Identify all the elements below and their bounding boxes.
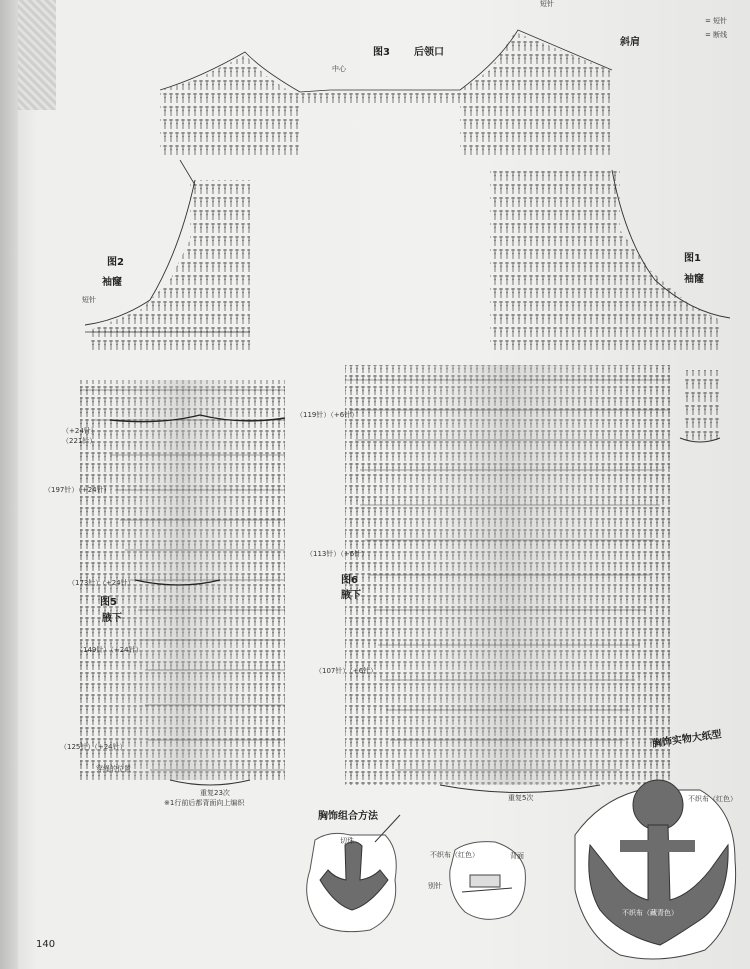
fig5-subtitle: 腋下 (102, 613, 122, 624)
brooch-actual-size-title: 胸饰实物大纸型 (651, 729, 723, 750)
brooch-assembly-diagram (307, 780, 736, 959)
brooch-pin-label: 别针 (428, 882, 442, 890)
legend-line-2: = 断线 (705, 31, 728, 39)
fig5-footnote: ※1行前后都背面向上编织 (164, 799, 245, 807)
legend-line-1: = 短针 (705, 17, 728, 25)
fig3-top-marker: 短针 (540, 0, 554, 8)
fig6-note-1: （113针）（+6针） (306, 550, 369, 558)
fig2-subtitle: 袖窿 (102, 277, 122, 288)
fig6-subtitle: 腋下 (341, 590, 361, 601)
fig5-note-0: （+24针） (62, 427, 98, 435)
fig5-note-4: （149针）（+24针） (76, 646, 143, 654)
fig5-note-5: （125针）（+24针） (60, 743, 127, 751)
fig6-note-0: （119针）（+6针） (296, 411, 359, 419)
fig1-subtitle: 袖窿 (684, 274, 704, 285)
fig2-armhole-chart (85, 160, 250, 350)
page-number: 140 (36, 939, 56, 950)
brooch-felt-red-2-label: 不织布（红色） (688, 795, 737, 803)
brooch-pearl-label: 切珠 (340, 837, 354, 845)
fig1-title: 图1 (684, 253, 701, 264)
brooch-back-label: 背面 (510, 852, 524, 860)
fig5-note-1: （221针） (62, 437, 97, 445)
fig3-title: 图3 (373, 47, 390, 58)
fig6-repeat: 重复5次 (508, 794, 534, 802)
fig2-marker: 短针 (82, 296, 96, 304)
brooch-felt-red-label: 不织布（红色） (430, 851, 479, 859)
fig6-title: 图6 (341, 575, 358, 586)
brooch-assembly-title: 胸饰组合方法 (318, 811, 378, 822)
fig2-title: 图2 (107, 257, 124, 268)
brooch-felt-navy-label: 不织布（藏青色） (622, 909, 678, 917)
fig6-note-2: （107针）（+6针） (315, 667, 378, 675)
fig5-title: 图5 (100, 597, 117, 608)
fig3-bias-shoulder: 斜肩 (620, 37, 640, 48)
fig5-repeat: 重复23次 (200, 789, 230, 797)
fig5-note-2: （197针）（+24针） (44, 486, 111, 494)
fig6-body-chart (345, 365, 670, 793)
fig5-rope-position: 穿绳的位置 (96, 765, 131, 773)
fig3-subtitle: 后领口 (414, 47, 444, 58)
fig5-note-3: （173针）（+24针） (68, 579, 135, 587)
fig3-center-label: 中心 (332, 65, 346, 73)
